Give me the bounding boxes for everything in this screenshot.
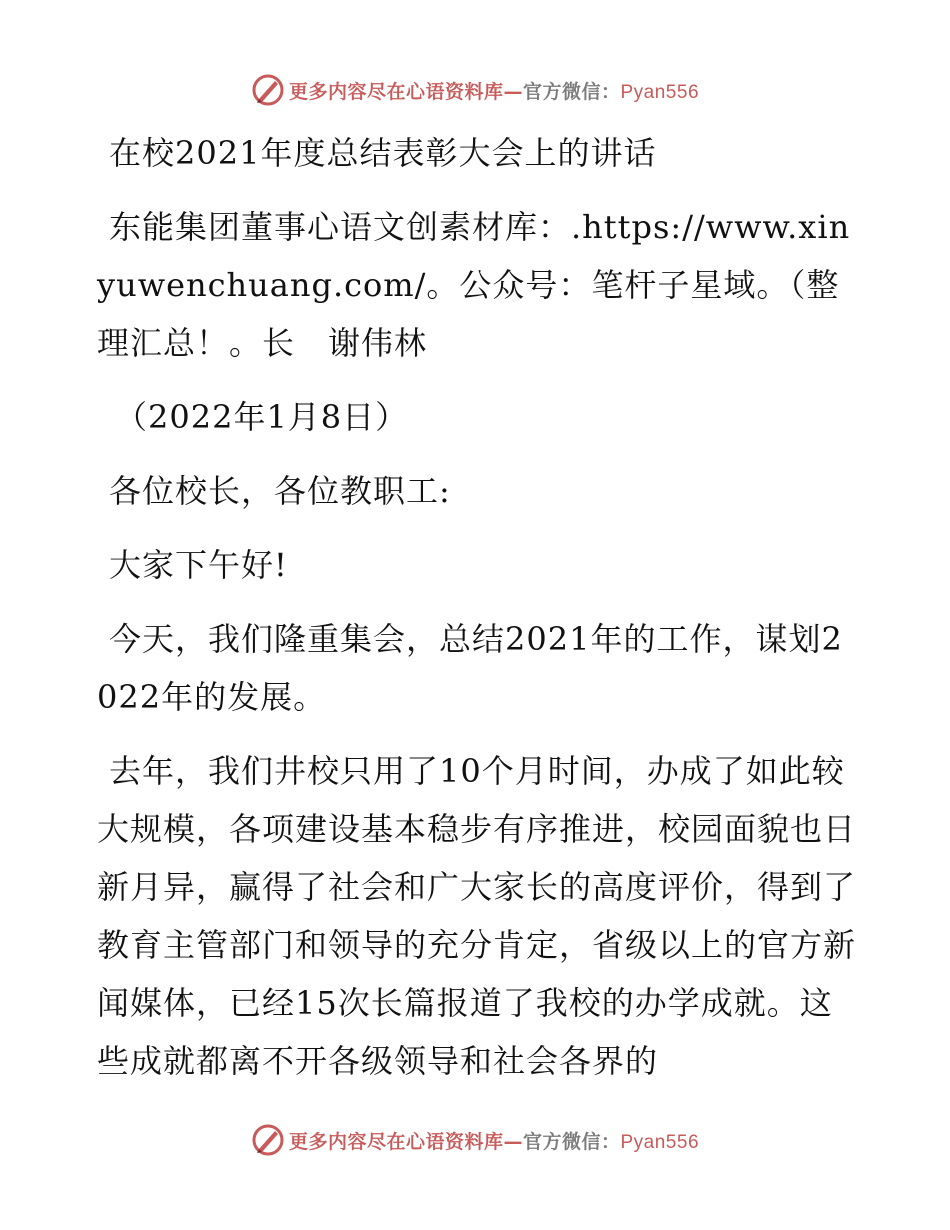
- pen-logo-icon: [251, 1123, 285, 1157]
- salutation: 各位校长，各位教职工:: [109, 472, 451, 510]
- watermark-text: [289, 1127, 699, 1154]
- header-watermark: [0, 70, 950, 110]
- footer-watermark: [0, 1120, 950, 1160]
- document-byline: 东能集团董事心语文创素材库：.https://www.xinyuwenchuang.com/。公众号：笔杆子星域。（整理汇总！。长 谢伟林: [97, 208, 851, 362]
- pen-logo-icon: [251, 73, 285, 107]
- watermark-brand: 更多内容尽在心语资料库—: [288, 80, 523, 103]
- watermark-wechat-id: Pyan556: [620, 81, 700, 103]
- document-title: 在校2021年度总结表彰大会上的讲话: [109, 134, 657, 172]
- watermark-wechat-id: Pyan556: [620, 1131, 700, 1153]
- document-body: [97, 124, 857, 1106]
- watermark-brand: 更多内容尽在心语资料库—: [288, 1130, 523, 1153]
- watermark-wechat-label: 官方微信：: [522, 1130, 621, 1153]
- document-date: （2022年1月8日）: [115, 398, 409, 436]
- paragraph-2: 去年，我们井校只用了10个月时间，办成了如此较大规模，各项建设基本稳步有序推进，校园面貌也日新月异，赢得了社会和广大家长的高度评价，得到了教育主管部门和领导的充分肯定，省级以上的官方新闻媒体，已经15次长篇报道了我校的办学成就。这些成就都离不开各级领导和社会各界的: [97, 752, 857, 1080]
- paragraph-1: 今天，我们隆重集会，总结2021年的工作，谋划2022年的发展。: [97, 620, 843, 716]
- watermark-wechat-label: 官方微信：: [522, 80, 621, 103]
- watermark-text: [289, 77, 699, 104]
- greeting: 大家下午好!: [109, 546, 288, 584]
